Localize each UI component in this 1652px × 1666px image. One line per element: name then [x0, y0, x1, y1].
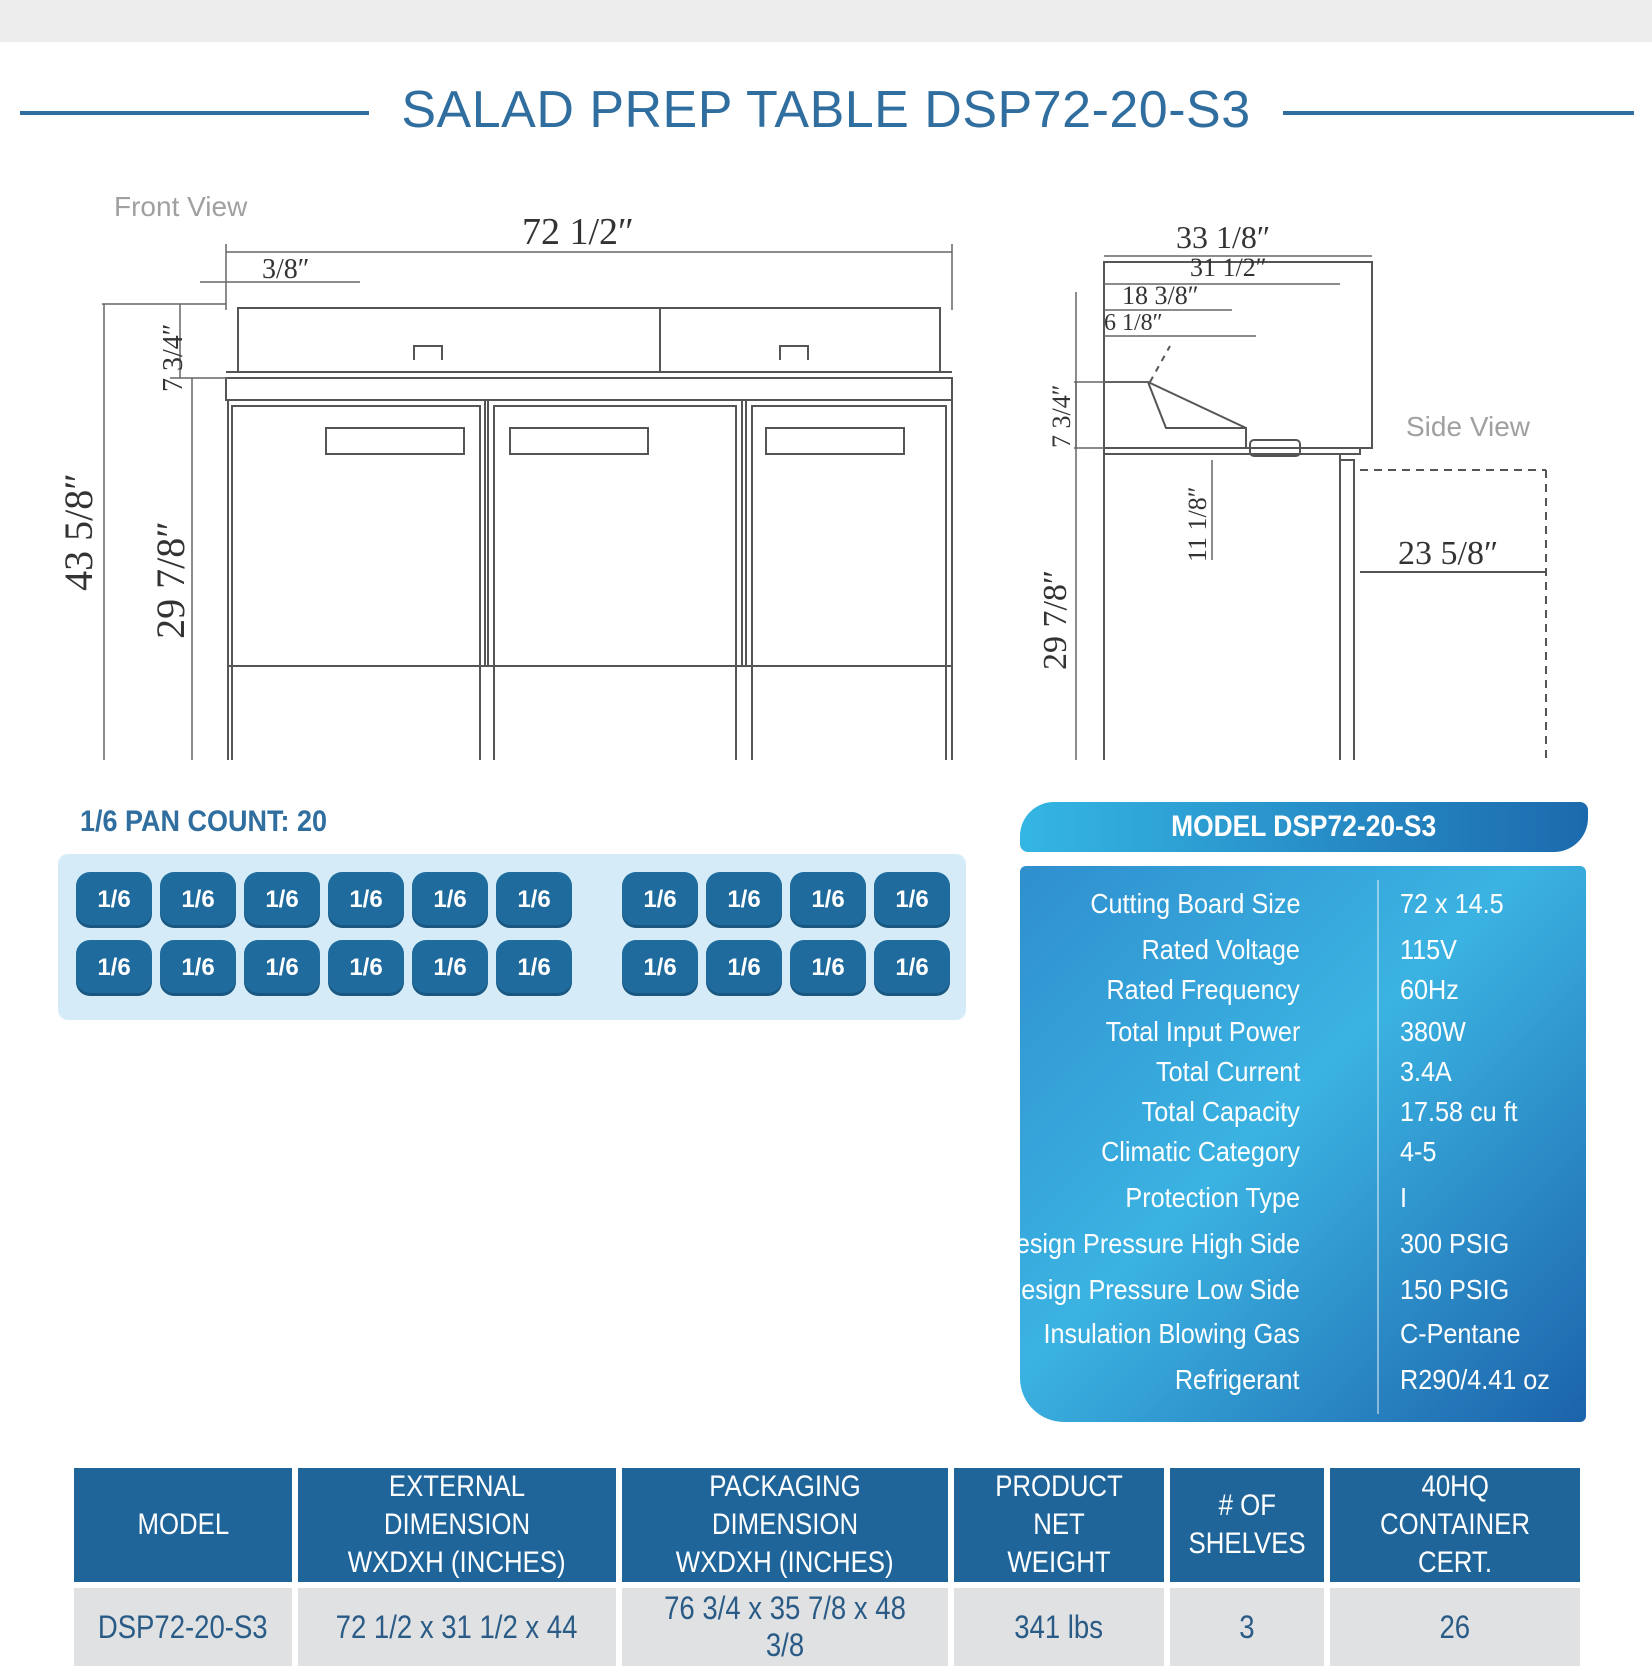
spec-row	[1020, 1364, 1586, 1408]
pan-slot: 1/6	[244, 940, 320, 996]
pan-slot: 1/6	[76, 872, 152, 928]
spec-label: Cutting Board Size	[1089, 888, 1300, 919]
pan-slot: 1/6	[244, 872, 320, 928]
spec-value: 115V	[1400, 934, 1457, 965]
table-header-text: PACKAGING DIMENSION	[709, 1470, 861, 1541]
spec-label: Rated Voltage	[1141, 934, 1300, 965]
pan-slot: 1/6	[328, 872, 404, 928]
table-cell	[1330, 1582, 1580, 1666]
pan-slot: 1/6	[412, 872, 488, 928]
technical-drawing	[0, 160, 1652, 760]
pan-count-title: 1/6 PAN COUNT: 20	[80, 805, 328, 838]
pan-slot: 1/6	[790, 872, 866, 928]
spec-value: 4-5	[1400, 1136, 1437, 1167]
spec-label: Design Pressure Low Side	[1003, 1274, 1300, 1305]
spec-row	[1020, 1056, 1586, 1100]
table-cell	[954, 1582, 1164, 1666]
spec-row	[1020, 1318, 1586, 1362]
side-depth-rail-dim: 18 3/8″	[1122, 281, 1199, 310]
table-header-text: EXTERNAL DIMENSION	[383, 1470, 531, 1541]
spec-value: 300 PSIG	[1400, 1228, 1510, 1259]
spec-row	[1020, 1016, 1586, 1060]
front-view-label: Front View	[114, 191, 248, 222]
front-total-height-dim: 43 5/8″	[56, 473, 101, 591]
drawing-labels	[56, 191, 1531, 760]
side-top-height-dim: 7 3/4″	[1047, 384, 1076, 448]
table-header-text: CONTAINER CERT.	[1379, 1508, 1531, 1579]
table-row	[74, 1582, 1580, 1666]
spec-label: Climatic Category	[1101, 1136, 1300, 1167]
pan-slot: 1/6	[496, 940, 572, 996]
spec-value: R290/4.41 oz	[1400, 1364, 1550, 1395]
spec-label: Total Input Power	[1105, 1016, 1300, 1047]
front-view-cabinet	[226, 308, 952, 760]
table-header-text: WXDXH (INCHES)	[348, 1546, 566, 1579]
pan-slot: 1/6	[412, 940, 488, 996]
side-depth-board-dim: 6 1/8″	[1104, 310, 1163, 336]
top-bar	[0, 0, 1652, 42]
table-cell-text: 76 3/4 x 35 7/8 x 48 3/8	[664, 1590, 906, 1663]
pan-slot: 1/6	[622, 940, 698, 996]
side-depth-body-dim: 31 1/2″	[1190, 253, 1267, 282]
table-header-cell	[1330, 1468, 1580, 1582]
spec-value: 72 x 14.5	[1400, 888, 1504, 919]
table-cell-text: 3	[1239, 1608, 1255, 1645]
side-depth-total-dim: 33 1/8″	[1176, 219, 1271, 255]
pan-slot: 1/6	[706, 940, 782, 996]
table-cell	[1170, 1582, 1324, 1666]
spec-value: 3.4A	[1400, 1056, 1452, 1087]
page-title: SALAD PREP TABLE DSP72-20-S3	[0, 80, 1652, 140]
table-cell-text: DSP72-20-S3	[98, 1608, 268, 1645]
side-door-swing-dim: 23 5/8″	[1398, 535, 1499, 572]
table-header-text: 40HQ	[1421, 1470, 1489, 1503]
pan-slot: 1/6	[622, 872, 698, 928]
pan-slot: 1/6	[874, 872, 950, 928]
pan-slot: 1/6	[790, 940, 866, 996]
front-body-height-dim: 29 7/8″	[148, 521, 193, 639]
spec-value: C-Pentane	[1400, 1318, 1521, 1349]
spec-value: 60Hz	[1400, 974, 1459, 1005]
spec-value: 150 PSIG	[1400, 1274, 1510, 1305]
table-header-cell	[298, 1468, 616, 1582]
front-top-height-dim: 7 3/4″	[158, 323, 189, 392]
spec-label: Design Pressure High Side	[997, 1228, 1300, 1259]
table-cell	[298, 1582, 616, 1666]
table-cell-text: 26	[1439, 1608, 1471, 1645]
table-header-cell	[74, 1468, 292, 1582]
table-cell-text: 72 1/2 x 31 1/2 x 44	[336, 1608, 578, 1645]
front-overhang-dim: 3/8″	[262, 254, 310, 285]
spec-label: Rated Frequency	[1106, 974, 1300, 1005]
side-body-height-dim: 29 7/8″	[1037, 569, 1074, 671]
front-width-dim: 72 1/2″	[522, 211, 634, 253]
table-cell-text: 341 lbs	[1014, 1608, 1104, 1645]
table-header-cell	[1170, 1468, 1324, 1582]
pan-slot: 1/6	[160, 940, 236, 996]
pan-slot: 1/6	[328, 940, 404, 996]
spec-header: MODEL DSP72-20-S3	[1020, 802, 1588, 852]
model-dimension-table	[68, 1468, 1586, 1666]
table-header-text: PRODUCT NET	[995, 1470, 1123, 1541]
pan-slot: 1/6	[874, 940, 950, 996]
table-header-text: WXDXH (INCHES)	[676, 1546, 894, 1579]
spec-label: Total Capacity	[1141, 1096, 1300, 1127]
table-header-text: # OF	[1218, 1489, 1276, 1522]
spec-value: 17.58 cu ft	[1400, 1096, 1518, 1127]
spec-row	[1020, 934, 1586, 978]
table-header-text: SHELVES	[1188, 1527, 1306, 1560]
side-inner-height-dim: 11 1/8″	[1183, 486, 1212, 562]
spec-row	[1020, 974, 1586, 1018]
spec-label: Insulation Blowing Gas	[1043, 1318, 1300, 1349]
spec-row	[1003, 1274, 1586, 1318]
table-header-text: MODEL	[137, 1508, 229, 1541]
pan-slot: 1/6	[706, 872, 782, 928]
spec-row	[1020, 1136, 1586, 1180]
table-header-text: WEIGHT	[1007, 1546, 1111, 1579]
spec-row	[1020, 1096, 1586, 1140]
front-dimension-lines	[102, 244, 952, 760]
table-cell	[622, 1582, 948, 1666]
spec-label: Protection Type	[1125, 1182, 1300, 1213]
pan-slot: 1/6	[496, 872, 572, 928]
pan-slot: 1/6	[160, 872, 236, 928]
spec-label: Total Current	[1155, 1056, 1300, 1087]
spec-value: I	[1400, 1182, 1408, 1213]
side-view-label: Side View	[1406, 411, 1531, 442]
spec-row	[997, 1228, 1586, 1272]
spec-row	[1020, 888, 1586, 932]
spec-label: Refrigerant	[1175, 1364, 1300, 1395]
spec-value: 380W	[1400, 1016, 1466, 1047]
table-header-row	[74, 1468, 1580, 1582]
spec-row	[1020, 1182, 1586, 1226]
table-header-cell	[622, 1468, 948, 1582]
pan-slot: 1/6	[76, 940, 152, 996]
table-header-cell	[954, 1468, 1164, 1582]
table-cell	[74, 1582, 292, 1666]
